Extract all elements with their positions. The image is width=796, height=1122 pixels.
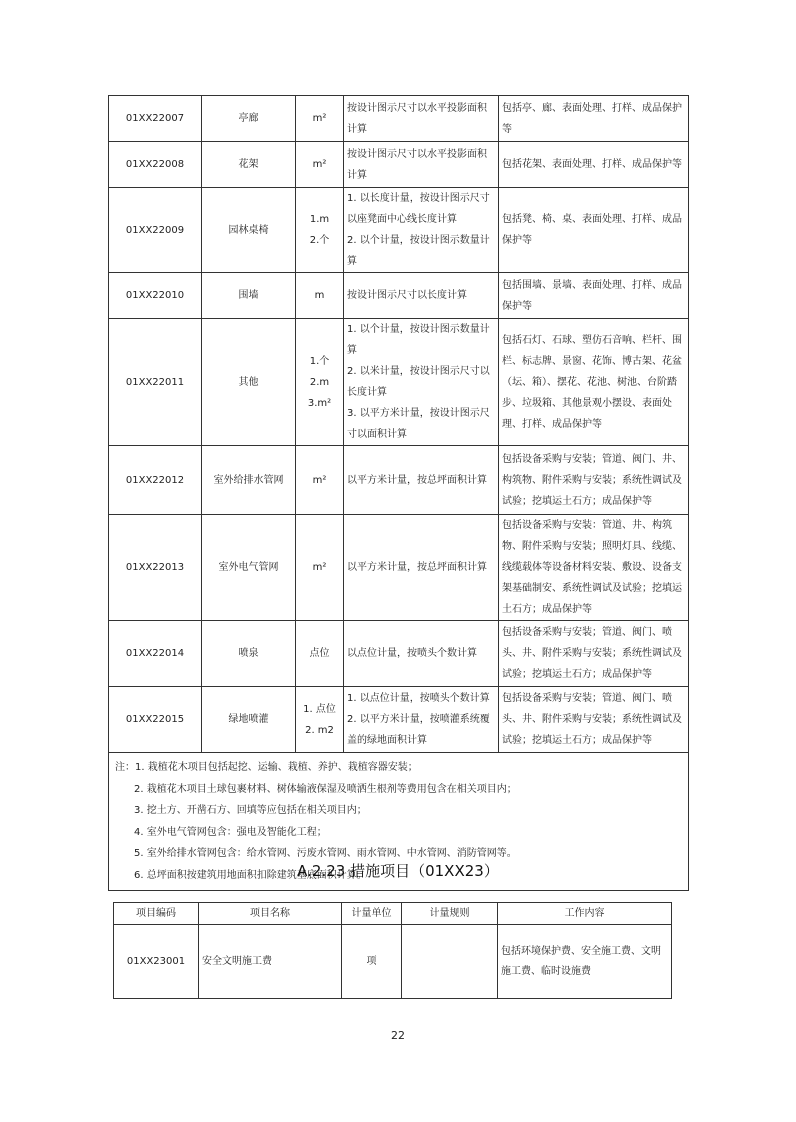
measures-table-header-row [114,903,672,925]
rule-line: 2. 以米计量，按设计图示尺寸以长度计算 [347,366,490,398]
cell-unit [296,96,344,142]
unit-line: 点位 [309,648,330,659]
header-unit: 计量单位 [342,903,402,925]
unit-line: m² [312,159,327,170]
table-row [109,96,689,142]
cell-unit [296,142,344,188]
rule-line: 2. 以平方米计量，按喷灌系统覆盖的绿地面积计算 [347,714,490,746]
rule-line: 2. 以个计量，按设计图示数量计算 [347,235,490,267]
work-line: 包括围墙、景墙、表面处理、打样、成品保护等 [502,279,682,312]
cell-code: 01XX22010 [109,273,202,319]
unit-line: 3.m² [307,397,332,409]
rule-line: 1. 以个计量，按设计图示数量计算 [347,324,490,356]
work-line: 包括凳、椅、桌、表面处理、打样、成品保护等 [502,214,682,246]
cell-unit [296,687,344,753]
cell-rule [344,96,499,142]
cell-work [499,446,689,515]
page-number: 22 [391,1029,405,1042]
cell-rule [344,687,499,753]
cell-work [499,188,689,273]
header-code: 项目编码 [114,903,199,925]
work-line: 包括花架、表面处理、打样、成品保护等 [502,159,682,170]
header-work: 工作内容 [498,903,672,925]
unit-line: 1.m [309,214,330,225]
unit-line: 1. 点位 [303,703,336,715]
work-line: 包括设备采购与安装；管道、阀门、喷头、井、附件采购与安装；系统性调试及试验；挖填运土石方；成品保护等 [502,693,682,746]
note-line: 2. 栽植花木项目土球包裹材料、树体输液保湿及喷洒生根剂等费用包含在相关项目内； [134,783,517,795]
unit-line: 2.m [309,376,330,388]
rule-line: 1. 以点位计量，按喷头个数计算 [347,693,490,704]
rule-line: 以点位计量，按喷头个数计算 [347,648,477,659]
unit-line: m² [312,474,327,486]
cell-unit [296,319,344,446]
cell-unit [296,621,344,687]
table-row [109,142,689,188]
cell-name: 其他 [202,319,296,446]
work-line: 包括设备采购与安装：管道、井、构筑物、附件采购与安装；照明灯具、线缆、线缆载体等设备材料安装、敷设、设备支架基础制安、系统性调试及试验；挖填运土石方；成品保护等 [502,520,682,615]
rule-line: 以平方米计量，按总坪面积计算 [347,474,487,486]
unit-line: 2.个 [309,235,330,246]
cell-name: 亭廊 [202,96,296,142]
cell-rule [344,319,499,446]
table-row [109,319,689,446]
work-line: 包括设备采购与安装；管道、阀门、井、构筑物、附件采购与安装；系统性调试及试验；挖填运土石方；成品保护等 [502,453,682,507]
cell-name: 园林桌椅 [202,188,296,273]
cell-name: 安全文明施工费 [199,925,342,999]
table-row [109,446,689,515]
measurement-table [108,95,689,891]
rule-line: 1. 以长度计量，按设计图示尺寸以座凳面中心线长度计算 [347,193,490,225]
cell-work [499,142,689,188]
cell-work [499,621,689,687]
cell-work [499,319,689,446]
cell-work [499,273,689,319]
rule-line: 按设计图示尺寸以长度计算 [347,290,467,301]
rule-line: 按设计图示尺寸以水平投影面积计算 [347,102,487,135]
rule-line: 按设计图示尺寸以水平投影面积计算 [347,148,487,181]
cell-code: 01XX22009 [109,188,202,273]
unit-line: 1.个 [309,355,330,367]
cell-rule [402,925,498,999]
note-line: 注：1. 栽植花木项目包括起挖、运输、栽植、养护、栽植容器安装； [115,762,418,773]
cell-work [499,515,689,621]
cell-unit [296,188,344,273]
work-line: 包括亭、廊、表面处理、打样、成品保护等 [502,102,682,135]
rule-line: 3. 以平方米计量，按设计图示尺寸以面积计算 [347,408,490,440]
header-rule: 计量规则 [402,903,498,925]
cell-rule [344,273,499,319]
cell-unit: 项 [342,925,402,999]
work-line: 包括石灯、石球、塑仿石音响、栏杆、围栏、标志牌、景窗、花饰、博古架、花盆（坛、箱）、摆花、花池、树池、台阶踏步、垃圾箱、其他景观小摆设、表面处理、打样、成品保护等 [502,334,682,430]
cell-code: 01XX22008 [109,142,202,188]
cell-unit [296,273,344,319]
cell-name: 围墙 [202,273,296,319]
cell-name: 喷泉 [202,621,296,687]
header-name: 项目名称 [199,903,342,925]
table-row [109,273,689,319]
cell-unit [296,446,344,515]
cell-rule [344,515,499,621]
note-line: 3. 挖土方、开凿石方、回填等应包括在相关项目内； [134,805,367,816]
cell-code: 01XX22013 [109,515,202,621]
work-line: 包括设备采购与安装；管道、阀门、喷头、井、附件采购与安装；系统性调试及试验；挖填运土石方；成品保护等 [502,627,682,680]
unit-line: 2. m2 [305,724,334,736]
cell-code: 01XX22012 [109,446,202,515]
note-line: 4. 室外电气管网包含：强电及智能化工程； [134,826,327,838]
cell-work [499,96,689,142]
cell-work [499,687,689,753]
rule-line: 以平方米计量，按总坪面积计算 [347,562,487,573]
cell-unit [296,515,344,621]
table-row [114,925,672,999]
note-line: 5. 室外给排水管网包含：给水管网、污废水管网、雨水管网、中水管网、消防管网等。 [134,848,517,859]
table-row [109,515,689,621]
cell-code: 01XX22015 [109,687,202,753]
cell-rule [344,446,499,515]
unit-line: m² [312,562,327,573]
cell-code: 01XX23001 [114,925,199,999]
cell-rule [344,621,499,687]
cell-work: 包括环境保护费、安全施工费、文明施工费、临时设施费 [498,925,672,999]
measures-table [113,902,672,999]
unit-line: m² [312,113,327,124]
measurement-table-body [109,96,689,891]
note-line: 6. 总坪面积按建筑用地面积扣除建筑基底面积计算。 [134,869,367,881]
table-row [109,188,689,273]
cell-name: 绿地喷灌 [202,687,296,753]
cell-code: 01XX22011 [109,319,202,446]
cell-rule [344,188,499,273]
cell-code: 01XX22007 [109,96,202,142]
unit-line: m [314,290,325,301]
cell-name: 室外给排水管网 [202,446,296,515]
cell-name: 花架 [202,142,296,188]
cell-rule [344,142,499,188]
cell-name: 室外电气管网 [202,515,296,621]
table-row [109,687,689,753]
cell-code: 01XX22014 [109,621,202,687]
section-title: A.2.23 措施项目（01XX23） [297,862,499,880]
table-row [109,621,689,687]
